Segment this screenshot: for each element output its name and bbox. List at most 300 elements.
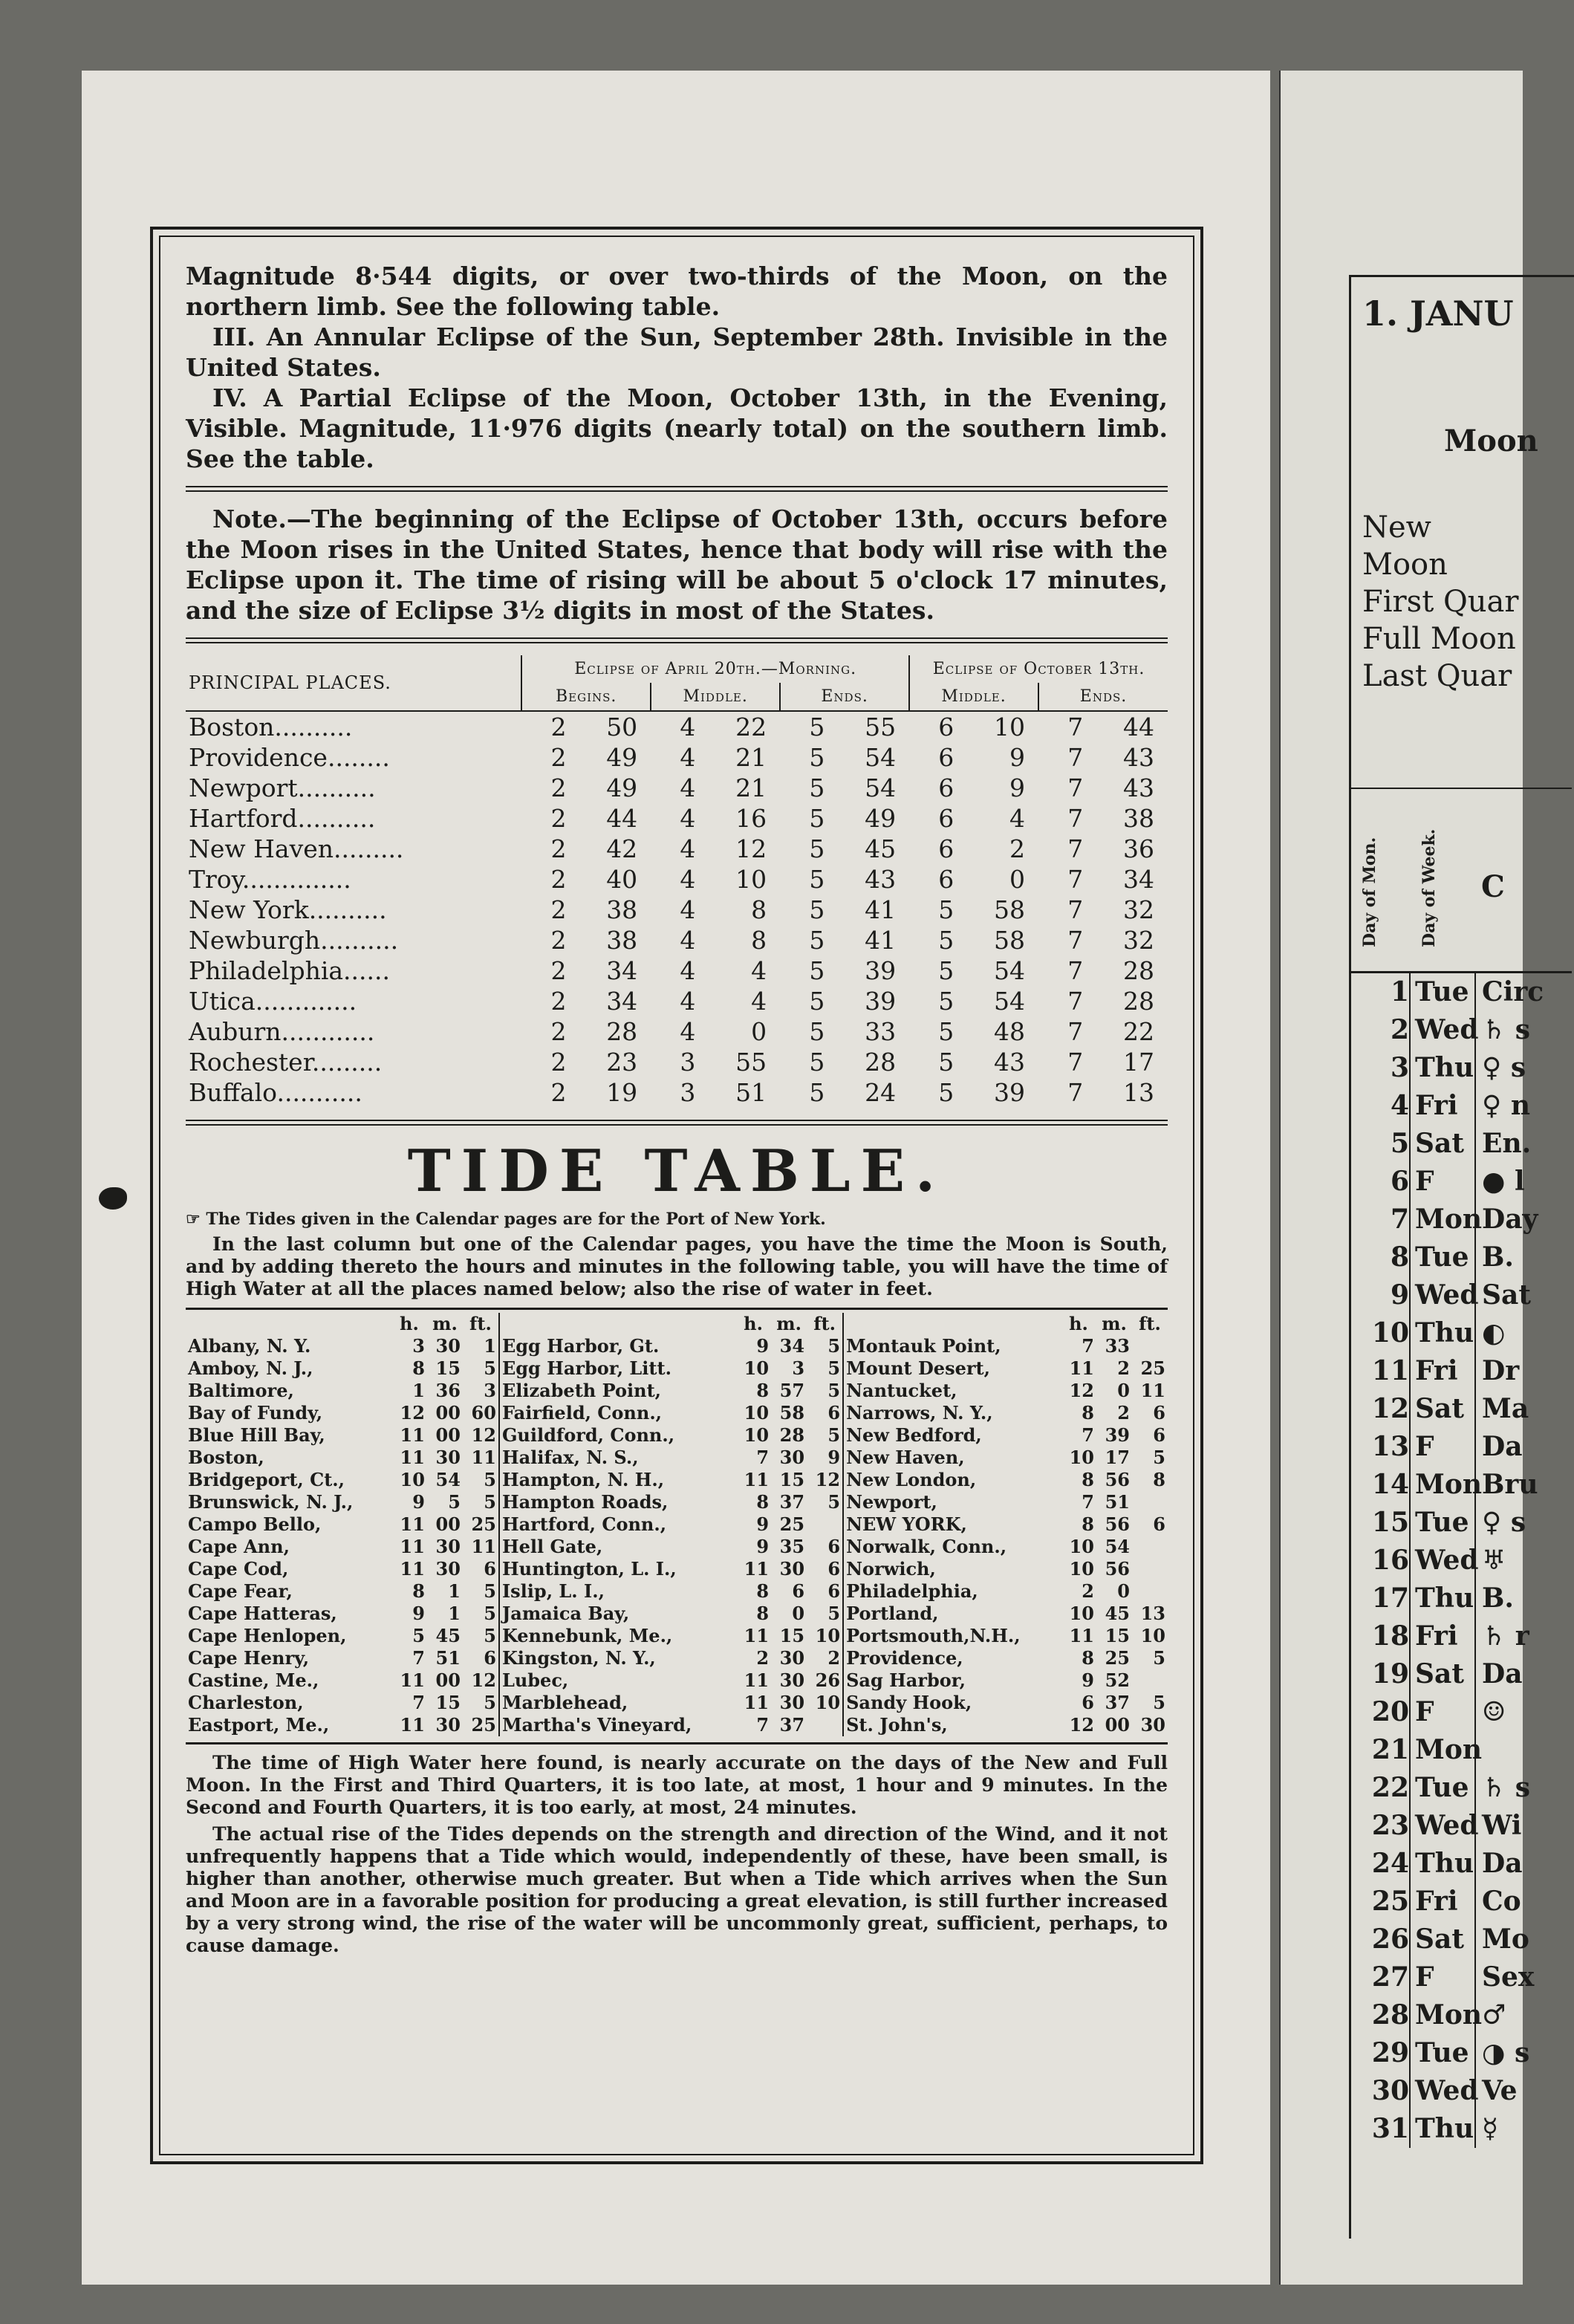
eclipse-time: 9 [1009,773,1026,802]
tide-place: Marblehead, [499,1692,735,1714]
eclipse-row [186,895,1168,925]
tide-place: Cape Henlopen, [188,1625,347,1646]
tide-value: 5 [484,1491,496,1513]
eclipse-time: 3 [680,1078,696,1107]
calendar-day-row [1351,1655,1544,1693]
tide-value: 30 [779,1647,805,1669]
col-day-of-week: Day of Week. [1419,828,1439,947]
weekday: Tue [1409,2034,1476,2072]
calendar-day-row [1351,1958,1544,1996]
tide-value: 52 [1105,1669,1130,1691]
calendar-day-row [1351,1996,1544,2034]
calendar-day-row [1351,973,1544,1011]
day-number: 2 [1390,1014,1409,1045]
place-name: Troy.............. [189,865,351,894]
divider [186,1308,1168,1310]
place-name: Newport.......... [189,773,376,802]
tide-row [186,1603,1168,1625]
tide-place: Kennebunk, Me., [499,1625,735,1647]
tide-value: 51 [435,1647,461,1669]
tide-value: 58 [779,1402,805,1424]
tide-value: 60 [471,1402,496,1424]
eclipse-time: 2 [550,1017,567,1046]
tide-value: 5 [827,1603,841,1624]
day-entry: ◐ [1482,1317,1506,1348]
tide-value: 5 [484,1625,496,1646]
tide-value: 35 [779,1536,805,1557]
day-entry: Dr [1482,1355,1520,1386]
eclipse-time: 54 [865,773,897,802]
tide-value: 30 [435,1714,461,1736]
tide-value: 00 [435,1424,461,1446]
eclipse-time: 5 [938,1078,955,1107]
ornament-icon [99,1187,127,1210]
weekday: Fri [1409,1087,1476,1125]
eclipse-time: 38 [606,895,638,924]
tide-place: Boston, [188,1447,264,1468]
weekday: Mon [1409,1996,1476,2034]
tide-place: Bay of Fundy, [188,1402,323,1424]
tide-value: 11 [400,1558,425,1580]
eclipse-time: 2 [550,956,567,985]
tide-value: 7 [1082,1335,1094,1357]
col-middle: Middle. [651,683,780,711]
eclipse-time: 49 [865,804,897,833]
tide-value: 17 [1105,1447,1130,1468]
calendar-day-row [1351,1352,1544,1390]
day-entry: ♄ s [1482,1014,1531,1045]
calendar-day-row [1351,2072,1544,2110]
tide-place: Albany, N. Y. [188,1335,311,1357]
day-entry: ♅ [1482,1545,1506,1576]
day-entry: Sex [1482,1961,1535,1993]
day-entry: Sat [1482,1279,1531,1311]
day-entry: ♂ [1482,1999,1506,2031]
eclipse-time: 48 [994,1017,1026,1046]
day-number: 5 [1390,1128,1409,1159]
tide-value [807,1714,843,1736]
eclipse-time: 0 [1009,865,1026,894]
tide-value: 2 [827,1647,841,1669]
place-name: New Haven......... [189,834,404,863]
calendar-day-row [1351,1731,1544,1769]
tide-value: 12 [1069,1380,1094,1401]
calendar-day-row [1351,1580,1544,1617]
day-number: 3 [1390,1052,1409,1083]
tide-row [186,1580,1168,1603]
eclipse-time: 54 [994,987,1026,1016]
eclipse-time: 33 [865,1017,897,1046]
eclipse-time: 2 [550,865,567,894]
eclipse-time: 5 [809,804,825,833]
eclipse-time: 2 [550,987,567,1016]
tide-value: 11 [1069,1357,1094,1379]
eclipse-time: 40 [606,865,638,894]
tide-value: 28 [779,1424,805,1446]
day-number: 27 [1371,1961,1409,1993]
tide-value: 12 [400,1402,425,1424]
weekday: Thu [1409,1314,1476,1352]
tide-value: 5 [827,1424,841,1446]
calendar-day-row [1351,1087,1544,1125]
tide-place: Portsmouth,N.H., [843,1625,1061,1647]
eclipse-time: 2 [550,1078,567,1107]
almanac-box [150,227,1203,2164]
calendar-day-row [1351,1125,1544,1163]
calendar-day-row [1351,1466,1544,1504]
tide-row [186,1714,1168,1736]
eclipse-time: 28 [865,1048,897,1077]
tide-value: 11 [471,1536,496,1557]
eclipse-time: 5 [809,773,825,802]
eclipse-time: 2 [1009,834,1026,863]
tide-value: 6 [827,1402,841,1424]
day-entry: ♀ s [1482,1507,1526,1538]
day-entry: Day [1482,1204,1538,1235]
col-c: C [1481,869,1505,904]
tide-value [1132,1669,1168,1692]
tide-note-2: The actual rise of the Tides depends on the strength and direction of the Wind, and it not unfrequently happens that a Tide which would, independently of these, have been small, is higher than another, otherwise much greater. But when a Tide which arrives when the Sun and Moon are in a favorable position for producing a great elevation, is still further increased by a very strong wind, the rise of the water will be uncommonly great, sufficient, perhaps, to cause damage. [186,1823,1168,1956]
tide-place: Cape Fear, [188,1580,293,1602]
eclipse-time: 6 [938,773,955,802]
eclipse-time: 21 [735,743,767,772]
tide-table [186,1313,1168,1736]
tide-value: 9 [756,1513,770,1535]
eclipse-time: 8 [751,926,767,955]
weekday: Tue [1409,973,1476,1011]
tide-value: 7 [1082,1491,1094,1513]
tide-value [1132,1335,1168,1357]
tide-value: 33 [1105,1335,1130,1357]
eclipse-time: 50 [606,713,638,741]
tide-place: Elizabeth Point, [499,1380,735,1402]
eclipse-time: 2 [550,743,567,772]
tide-row [186,1692,1168,1714]
tide-value: 57 [779,1380,805,1401]
tide-value: 30 [779,1558,805,1580]
tide-value: 8 [756,1491,770,1513]
eclipse-time: 5 [938,1017,955,1046]
eclipse-time: 2 [550,773,567,802]
day-entry: B. [1482,1241,1514,1273]
place-name: Newburgh.......... [189,926,399,955]
tide-value: 12 [1069,1714,1094,1736]
tide-value: 7 [412,1692,425,1713]
tide-place: Jamaica Bay, [499,1603,735,1625]
tide-place: Fairfield, Conn., [499,1402,735,1424]
weekday: Mon [1409,1466,1476,1504]
day-number: 31 [1371,2113,1409,2144]
tide-value: 25 [1140,1357,1165,1379]
tide-value: 9 [412,1603,425,1624]
eclipse-row [186,925,1168,955]
tide-value: 6 [484,1647,496,1669]
day-entry: ♀ n [1482,1090,1531,1121]
eclipse-time: 7 [1067,743,1084,772]
tide-value: 12 [815,1469,841,1490]
day-entry: ● l [1482,1166,1525,1197]
eclipse-time: 41 [865,895,897,924]
tide-row [186,1402,1168,1424]
tide-value: 00 [435,1513,461,1535]
tide-value: 6 [1082,1692,1094,1713]
day-entry: ◑ s [1482,2037,1530,2068]
eclipse-time: 6 [938,865,955,894]
tide-value [1132,1491,1168,1513]
tide-place: Narrows, N. Y., [843,1402,1061,1424]
eclipse-time: 5 [809,956,825,985]
weekday: Tue [1409,1239,1476,1276]
eclipse-row [186,711,1168,742]
tide-value: 26 [815,1669,841,1691]
eclipse-time: 22 [1123,1017,1154,1046]
calendar-day-row [1351,1769,1544,1807]
weekday: F [1409,1428,1476,1466]
eclipse-time: 19 [606,1078,638,1107]
eclipse-time: 2 [550,926,567,955]
col-ends: Ends. [780,683,909,711]
calendar-day-row [1351,1542,1544,1580]
eclipse-time: 55 [735,1048,767,1077]
tide-row [186,1513,1168,1536]
calendar-day-row [1351,1883,1544,1921]
tide-row [186,1469,1168,1491]
tide-place: NEW YORK, [843,1513,1061,1536]
tide-value: 10 [1069,1603,1094,1624]
eclipse-time: 45 [865,834,897,863]
tide-place: Hell Gate, [499,1536,735,1558]
tide-place: Blue Hill Bay, [188,1424,325,1446]
calendar-day-row [1351,1239,1544,1276]
day-number: 19 [1371,1658,1409,1690]
tide-value: 10 [815,1692,841,1713]
tide-value: 30 [435,1558,461,1580]
eclipse-row [186,1077,1168,1108]
day-entry: Wi [1482,1810,1522,1841]
day-number: 26 [1371,1924,1409,1955]
tide-value: 45 [435,1625,461,1646]
tide-value: 10 [744,1424,770,1446]
weekday: Mon [1409,1201,1476,1239]
day-number: 8 [1390,1241,1409,1273]
tide-value: 5 [1153,1647,1165,1669]
tide-place: Guildford, Conn., [499,1424,735,1447]
eclipse-time: 43 [1123,773,1154,802]
tide-value: 5 [484,1580,496,1602]
day-number: 22 [1371,1772,1409,1803]
tide-value: 30 [779,1669,805,1691]
right-page [1279,71,1544,2285]
eclipse-time: 2 [550,713,567,741]
tide-value [1132,1558,1168,1580]
tide-place: Egg Harbor, Gt. [499,1335,735,1357]
eclipse-time: 4 [680,895,696,924]
tide-place: Nantucket, [843,1380,1061,1402]
eclipse-time: 43 [994,1048,1026,1077]
tide-value: 2 [1117,1357,1130,1379]
place-name: Utica............. [189,987,357,1016]
weekday: Thu [1409,1845,1476,1883]
tide-value: 8 [412,1357,425,1379]
tide-place: Campo Bello, [188,1513,322,1535]
tide-place: Hampton, N. H., [499,1469,735,1491]
tide-value: 00 [435,1669,461,1691]
eclipse-time: 49 [606,773,638,802]
tide-value: 30 [779,1447,805,1468]
eclipse-time: 7 [1067,1078,1084,1107]
tide-value: 15 [779,1625,805,1646]
phase-full: Full Moon [1362,622,1516,656]
eclipse-time: 7 [1067,804,1084,833]
tide-value: 7 [412,1647,425,1669]
eclipse-time: 23 [606,1048,638,1077]
day-entry: B. [1482,1583,1514,1614]
unit-ft: ft. [469,1313,492,1334]
tide-place: Lubec, [499,1669,735,1692]
eclipse-time: 5 [938,956,955,985]
tide-value: 7 [756,1714,770,1736]
eclipse-time: 4 [680,956,696,985]
tide-intro: In the last column but one of the Calendar pages, you have the time the Moon is South, and by adding thereto the hours and minutes in the following table, you will have the time of High Water at all the places named below; also the rise of water in feet. [186,1233,1168,1299]
day-entry: En. [1482,1128,1532,1159]
eclipse-table [186,655,1168,1108]
eclipse-time: 38 [606,926,638,955]
day-entry: Ve [1482,2075,1518,2106]
eclipse-time: 42 [606,834,638,863]
tide-place: Portland, [843,1603,1061,1625]
eclipse-note: Note.—The beginning of the Eclipse of October 13th, occurs before the Moon rises in the United States, hence that body will rise with the Eclipse upon it. The time of rising will be about 5 o'clock 17 minutes, and the size of Eclipse 3½ digits in most of the States. [186,504,1168,625]
tide-place: Baltimore, [188,1380,294,1401]
tide-value: 5 [827,1357,841,1379]
calendar-day-row [1351,1314,1544,1352]
unit-ft: ft. [813,1313,836,1334]
eclipse-time: 4 [680,713,696,741]
eclipse-time: 43 [1123,743,1154,772]
tide-row [186,1380,1168,1402]
tide-value: 9 [756,1335,770,1357]
tide-value: 2 [756,1647,770,1669]
eclipse-time: 6 [938,834,955,863]
tide-pointer-note: ☞ The Tides given in the Calendar pages are for the Port of New York. [186,1210,826,1229]
tide-value: 10 [744,1357,770,1379]
tide-place: Huntington, L. I., [499,1558,735,1580]
tide-value: 25 [779,1513,805,1535]
tide-place: New Haven, [843,1447,1061,1469]
weekday: Fri [1409,1617,1476,1655]
tide-place: Cape Ann, [188,1536,290,1557]
tide-value [807,1513,843,1536]
day-number: 28 [1371,1999,1409,2031]
day-number: 1 [1390,976,1409,1007]
eclipse-time: 39 [865,956,897,985]
eclipse-time: 5 [938,987,955,1016]
tide-value: 37 [779,1714,805,1736]
weekday: Sat [1409,1655,1476,1693]
tide-value: 30 [435,1447,461,1468]
eclipse-time: 7 [1067,1048,1084,1077]
tide-value: 1 [448,1580,461,1602]
eclipse-time: 44 [606,804,638,833]
eclipse-time: 49 [606,743,638,772]
tide-value: 56 [1105,1469,1130,1490]
eclipse-time: 41 [865,926,897,955]
eclipse-time: 5 [809,834,825,863]
tide-place: Norwalk, Conn., [843,1536,1061,1558]
eclipse-time: 7 [1067,926,1084,955]
day-number: 13 [1371,1431,1409,1462]
tide-table-title: TIDE TABLE. [407,1137,946,1205]
tide-value: 6 [484,1558,496,1580]
eclipse-time: 2 [550,895,567,924]
eclipse-time: 21 [735,773,767,802]
tide-place: Philadelphia, [843,1580,1061,1603]
tide-value: 12 [471,1424,496,1446]
tide-row [186,1335,1168,1357]
tide-value: 54 [435,1469,461,1490]
eclipse-time: 4 [680,804,696,833]
tide-value: 8 [756,1603,770,1624]
phase-new: New Moon [1362,510,1448,582]
eclipse-time: 5 [809,895,825,924]
moon-phases [1362,509,1523,695]
eclipse-time: 34 [606,987,638,1016]
eclipse-time: 24 [865,1078,897,1107]
eclipse-time: 39 [865,987,897,1016]
tide-value: 15 [435,1357,461,1379]
tide-value: 6 [827,1580,841,1602]
tide-place: Newport, [843,1491,1061,1513]
eclipse-time: 2 [550,1048,567,1077]
tide-value: 25 [1105,1647,1130,1669]
eclipse-time: 32 [1123,926,1154,955]
calendar-day-row [1351,1617,1544,1655]
tide-value: 56 [1105,1558,1130,1580]
tide-value: 5 [827,1491,841,1513]
tide-value: 10 [400,1469,425,1490]
tide-place: Hartford, Conn., [499,1513,735,1536]
eclipse-time: 6 [938,713,955,741]
eclipse-time: 6 [938,804,955,833]
tide-value: 11 [1140,1380,1165,1401]
eclipse-time: 4 [680,926,696,955]
tide-value: 15 [1105,1625,1130,1646]
tide-place: Egg Harbor, Litt. [499,1357,735,1380]
day-entry: ♄ s [1482,1772,1531,1803]
tide-value: 15 [435,1692,461,1713]
day-entry: ☺ [1482,1696,1506,1727]
calendar-day-row [1351,1693,1544,1731]
col-begins: Begins. [521,683,651,711]
weekday: F [1409,1693,1476,1731]
tide-value: 2 [1117,1402,1130,1424]
eclipse-time: 5 [809,1078,825,1107]
tide-value: 36 [435,1380,461,1401]
weekday: Thu [1409,2110,1476,2148]
unit-h: h. [744,1313,763,1334]
unit-h: h. [1069,1313,1088,1334]
day-entry: Bru [1482,1469,1538,1500]
eclipse-time: 4 [751,956,767,985]
tide-value: 6 [827,1536,841,1557]
eclipse-time: 28 [1123,987,1154,1016]
tide-value: 11 [471,1447,496,1468]
tide-place: Mount Desert, [843,1357,1061,1380]
eclipse-time: 0 [751,1017,767,1046]
day-number: 21 [1371,1734,1409,1765]
eclipse-time: 7 [1067,956,1084,985]
tide-value: 10 [1069,1536,1094,1557]
eclipse-time: 5 [809,713,825,741]
